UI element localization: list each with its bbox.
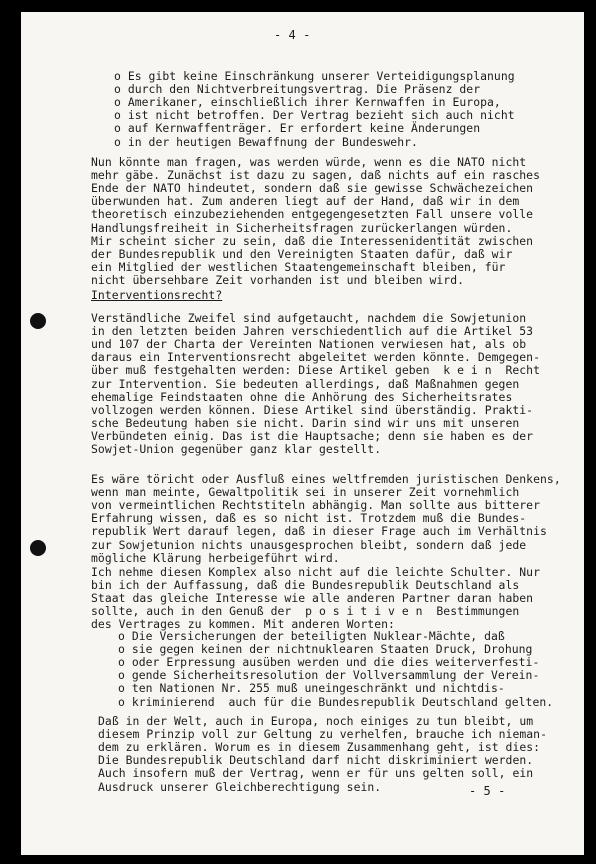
bullet-line: o gende Sicherheitsresolution der Vollversammlung der Verein- <box>118 668 540 683</box>
paragraph-line: Mir scheint sicher zu sein, daß die Interessenidentität zwischen <box>91 233 534 248</box>
punch-hole-bottom <box>30 540 46 556</box>
bullet-line: o Die Versicherungen der beteiligten Nuklear-Mächte, daß <box>118 629 505 643</box>
bullet-line: o auf Kernwaffenträger. Er erfordert keine Änderungen <box>114 121 481 136</box>
paragraph-line: diesem Prinzip voll zur Geltung zu verhelfen, brauche ich nieman- <box>98 727 548 742</box>
paragraph-line: von vermeintlichen Rechtstiteln abhängig. Man sollte aus bitterer <box>91 498 541 513</box>
paragraph-line: Ende der NATO hindeutet, sondern daß sie gewisse Schwächezeichen <box>91 181 534 196</box>
section-heading: Interventionsrecht? <box>91 288 223 302</box>
bullet-line: o in der heutigen Bewaffnung der Bundeswehr. <box>114 134 418 149</box>
paragraph-line: Daß in der Welt, auch in Europa, noch einiges zu tun bleibt, um <box>98 714 534 728</box>
paragraph-line: daraus ein Interventionsrecht abgeleitet werden könnte. Demgegen- <box>91 350 541 365</box>
paragraph-line: Handlungsfreiheit in Sicherheitsfragen zurückerlangen würden. <box>91 220 513 235</box>
paragraph-line: des Vertrages zu kommen. Mit anderen Worten: <box>91 617 395 632</box>
paragraph-line: sollte, auch in den Genuß der p o s i t i v e n Bestimmungen <box>91 604 520 619</box>
paragraph-line: mögliche Klärung herbeigeführt wird. <box>91 550 340 565</box>
document-page <box>21 12 584 855</box>
bullet-line: o kriminierend auch für die Bundesrepublik Deutschland gelten. <box>118 694 554 709</box>
punch-hole-top <box>30 313 46 329</box>
paragraph-line: Verständliche Zweifel sind aufgetaucht, nachdem die Sowjetunion <box>91 311 527 325</box>
paragraph-line: Auch insofern muß der Vertrag, wenn er für uns gelten soll, ein <box>98 766 534 781</box>
paragraph-line: der Bundesrepublik und den Vereinigten Staaten dafür, daß wir <box>91 246 513 261</box>
paragraph-line: Erfahrung wissen, daß es so nicht ist. Trotzdem muß die Bundes- <box>91 511 527 526</box>
paragraph-line: nicht übersehbare Zeit vorhanden ist und bleiben wird. <box>91 272 465 287</box>
paragraph-line: ehemalige Feindstaaten ohne die Anhörung des Sicherheitsrates <box>91 389 513 404</box>
paragraph-line: überwunden hat. Zum anderen liegt auf der Hand, daß wir in dem <box>91 194 520 209</box>
paragraph-line: zur Intervention. Sie bedeuten allerdings, daß Maßnahmen gegen <box>91 376 520 391</box>
paragraph-line: über muß festgehalten werden: Diese Artikel geben k e i n Recht <box>91 363 541 378</box>
bullet-line: o Es gibt keine Einschränkung unserer Verteidigungsplanung <box>114 69 515 83</box>
paragraph-line: zur Sowjetunion nichts unausgesprochen bleibt, sondern daß jede <box>91 537 527 552</box>
paragraph-line: bin ich der Auffassung, daß die Bundesrepublik Deutschland als <box>91 578 520 593</box>
bullet-line: o durch den Nichtverbreitungsvertrag. Die Präsenz der <box>114 82 481 97</box>
paragraph-line: Staat das gleiche Interesse wie alle anderen Partner daran haben <box>91 591 534 606</box>
paragraph-line: Ausdruck unserer Gleichberechtigung sein. <box>98 779 382 794</box>
paragraph-line: vollzogen werden können. Diese Artikel sind überständig. Prakti- <box>91 402 534 417</box>
paragraph-line: mehr gäbe. Zunächst ist dazu zu sagen, daß nichts auf ein rasches <box>91 168 541 183</box>
paragraph-line: theoretisch einzubeziehenden entgegengesetzten Fall unsere volle <box>91 207 534 222</box>
paragraph-line: Sowjet-Union gegenüber ganz klar gestellt. <box>91 442 382 456</box>
paragraph-line: dem zu erklären. Worum es in diesem Zusammenhang geht, ist dies: <box>98 740 541 755</box>
paragraph-line: in den letzten beiden Jahren verschiedentlich auf die Artikel 53 <box>91 324 534 339</box>
paragraph-line: Ich nehme diesen Komplex also nicht auf die leichte Schulter. Nur <box>91 565 541 579</box>
bullet-line: o ist nicht betroffen. Der Vertrag bezieht sich auch nicht <box>114 108 515 123</box>
paragraph-line: Verbündeten einig. Das ist die Hauptsache; denn sie haben es der <box>91 428 534 443</box>
paragraph-line: wenn man meinte, Gewaltpolitik sei in unserer Zeit vornehmlich <box>91 485 520 500</box>
bullet-line: o sie gegen keinen der nichtnuklearen Staaten Druck, Drohung <box>118 642 533 657</box>
page-number-top: - 4 - <box>274 28 311 42</box>
bullet-line: o ten Nationen Nr. 255 muß uneingeschränkt und nichtdis- <box>118 681 505 696</box>
paragraph-line: ein Mitglied der westlichen Staatengemeinschaft bleiben, für <box>91 259 506 274</box>
paragraph-line: republik Wert darauf legen, daß in dieser Frage auch im Verhältnis <box>91 524 547 539</box>
bullet-line: o Amerikaner, einschließlich ihrer Kernwaffen in Europa, <box>114 95 501 110</box>
bullet-line: o oder Erpressung ausüben werden und die dies weiterverfesti- <box>118 655 540 670</box>
paragraph-line: sche Bedeutung haben sie nicht. Darin sind wir uns mit unseren <box>91 415 520 430</box>
page-number-bottom: - 5 - <box>469 784 506 798</box>
paragraph-line: und 107 der Charta der Vereinten Nationen verwiesen hat, als ob <box>91 337 527 352</box>
paragraph-line: Die Bundesrepublik Deutschland darf nicht diskriminiert werden. <box>98 753 534 768</box>
paragraph-line: Nun könnte man fragen, was werden würde, wenn es die NATO nicht <box>91 155 527 169</box>
paragraph-line: Es wäre töricht oder Ausfluß eines weltfremden juristischen Denkens, <box>91 472 561 486</box>
